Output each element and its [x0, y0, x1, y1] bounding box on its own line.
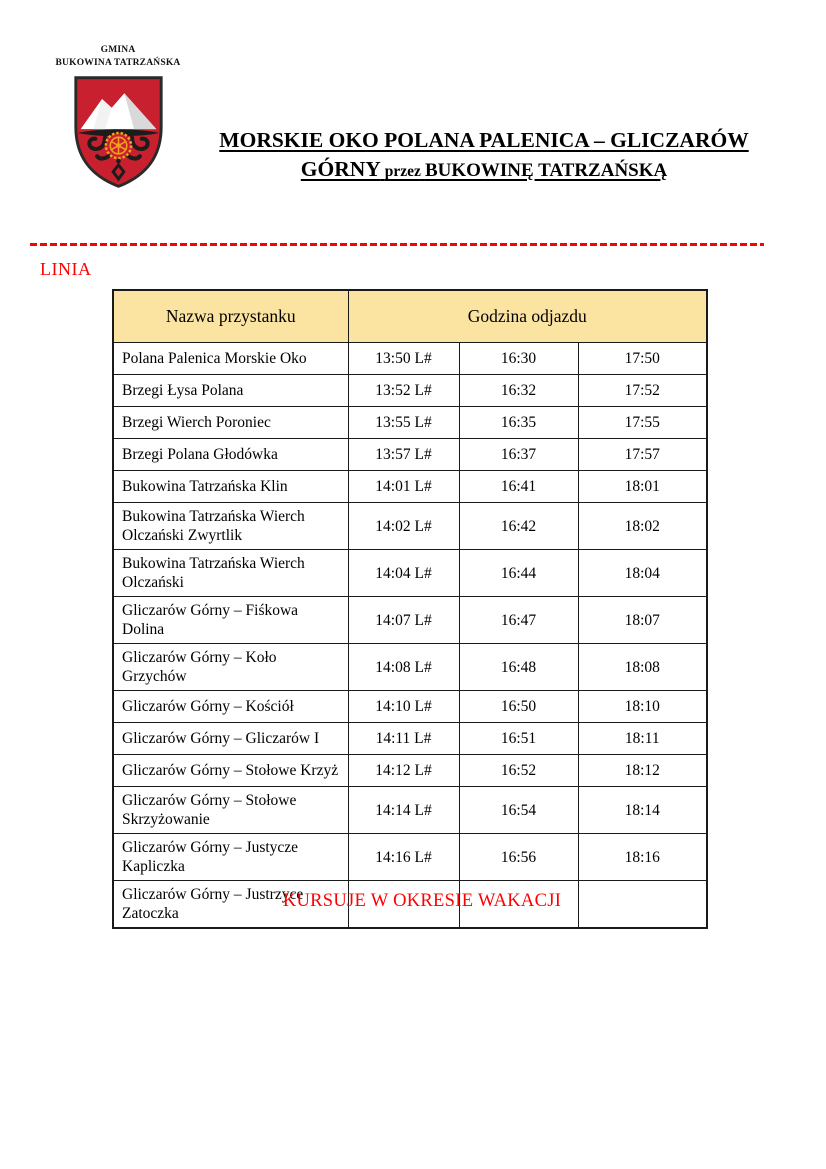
departure-time-cell: 16:56: [459, 834, 578, 881]
title-line-2: [196, 155, 772, 186]
departure-time-cell: 18:07: [578, 597, 707, 644]
departure-time-cell: 16:37: [459, 439, 578, 471]
commune-name-line2: BUKOWINA TATRZAŃSKA: [55, 58, 181, 68]
departure-time-cell: 18:01: [578, 471, 707, 503]
table-row: [113, 439, 707, 471]
departure-time-cell: 16:42: [459, 503, 578, 550]
departure-time-cell: 18:11: [578, 723, 707, 755]
commune-name-line1: GMINA: [100, 45, 136, 55]
title-line-1: MORSKIE OKO POLANA PALENICA – GLICZARÓW: [219, 128, 749, 152]
departure-time-cell: 16:47: [459, 597, 578, 644]
departure-time-cell: 13:50 L#: [348, 343, 459, 375]
stop-name-cell: Bukowina Tatrzańska Wierch Olczański: [113, 550, 348, 597]
header-departure-time: Godzina odjazdu: [348, 290, 707, 343]
commune-logo-block: [52, 44, 184, 191]
stop-name-cell: Gliczarów Górny – Koło Grzychów: [113, 644, 348, 691]
red-dashed-divider: [30, 243, 764, 246]
document-title: [196, 126, 772, 186]
table-row: [113, 723, 707, 755]
departure-time-cell: 16:32: [459, 375, 578, 407]
table-row: [113, 597, 707, 644]
section-label-linia: LINIA: [40, 259, 92, 279]
departure-time-cell: 14:07 L#: [348, 597, 459, 644]
departure-time-cell: 17:50: [578, 343, 707, 375]
table-row: [113, 343, 707, 375]
timetable-table: [112, 289, 708, 929]
table-row: [113, 375, 707, 407]
table-row: [113, 644, 707, 691]
timetable-body: [113, 343, 707, 929]
stop-name-cell: Gliczarów Górny – Justrzyce Zatoczka: [113, 881, 348, 929]
departure-time-cell: 18:16: [578, 834, 707, 881]
departure-time-cell: 14:01 L#: [348, 471, 459, 503]
stop-name-cell: Brzegi Łysa Polana: [113, 375, 348, 407]
departure-time-cell: 16:50: [459, 691, 578, 723]
departure-time-cell: 16:30: [459, 343, 578, 375]
table-row: [113, 503, 707, 550]
departure-time-cell: 13:55 L#: [348, 407, 459, 439]
departure-time-cell: 14:10 L#: [348, 691, 459, 723]
departure-time-cell: 14:14 L#: [348, 787, 459, 834]
table-row: [113, 755, 707, 787]
departure-time-cell: 16:54: [459, 787, 578, 834]
departure-time-cell: 14:11 L#: [348, 723, 459, 755]
table-row: [113, 550, 707, 597]
stop-name-cell: Gliczarów Górny – Kościół: [113, 691, 348, 723]
stop-name-cell: Polana Palenica Morskie Oko: [113, 343, 348, 375]
table-row: [113, 471, 707, 503]
departure-time-cell: 16:52: [459, 755, 578, 787]
title-line2-word1: GÓRNY: [300, 157, 381, 181]
stop-name-cell: Brzegi Wierch Poroniec: [113, 407, 348, 439]
stop-name-cell: Bukowina Tatrzańska Klin: [113, 471, 348, 503]
header-stop-name: Nazwa przystanku: [113, 290, 348, 343]
departure-time-cell: 16:48: [459, 644, 578, 691]
coat-of-arms-icon: [70, 73, 167, 191]
departure-time-cell: 18:04: [578, 550, 707, 597]
stop-name-cell: Gliczarów Górny – Stołowe Skrzyżowanie: [113, 787, 348, 834]
departure-time-cell: 17:57: [578, 439, 707, 471]
departure-time-cell: 18:02: [578, 503, 707, 550]
table-row: [113, 691, 707, 723]
table-row: [113, 834, 707, 881]
departure-time-cell: 17:52: [578, 375, 707, 407]
departure-time-cell: 18:14: [578, 787, 707, 834]
title-line2-word3: BUKOWINĘ TATRZAŃSKĄ: [424, 160, 668, 181]
stop-name-cell: Gliczarów Górny – Stołowe Krzyż: [113, 755, 348, 787]
departure-time-cell: 14:04 L#: [348, 550, 459, 597]
departure-time-cell: 16:44: [459, 550, 578, 597]
departure-time-cell: 14:16 L#: [348, 834, 459, 881]
departure-time-cell: 16:41: [459, 471, 578, 503]
title-line2-word2: przez: [384, 163, 421, 180]
departure-time-cell: 18:08: [578, 644, 707, 691]
departure-time-cell: 18:10: [578, 691, 707, 723]
departure-time-cell: 14:08 L#: [348, 644, 459, 691]
departure-time-cell: 13:57 L#: [348, 439, 459, 471]
stop-name-cell: Gliczarów Górny – Gliczarów I: [113, 723, 348, 755]
stop-name-cell: Gliczarów Górny – Justycze Kapliczka: [113, 834, 348, 881]
table-row: [113, 787, 707, 834]
departure-time-cell: 16:35: [459, 407, 578, 439]
holiday-service-note: KURSUJE W OKRESIE WAKACJI: [282, 891, 562, 911]
stop-name-cell: Gliczarów Górny – Fiśkowa Dolina: [113, 597, 348, 644]
departure-time-cell: 18:12: [578, 755, 707, 787]
departure-time-cell: 16:51: [459, 723, 578, 755]
stop-name-cell: Brzegi Polana Głodówka: [113, 439, 348, 471]
departure-time-cell: 14:12 L#: [348, 755, 459, 787]
timetable: [112, 289, 706, 929]
departure-time-cell: 13:52 L#: [348, 375, 459, 407]
table-row: [113, 407, 707, 439]
table-header-row: [113, 290, 707, 343]
stop-name-cell: Bukowina Tatrzańska Wierch Olczański Zwyrtlik: [113, 503, 348, 550]
departure-time-cell: 17:55: [578, 407, 707, 439]
departure-time-cell: 14:02 L#: [348, 503, 459, 550]
